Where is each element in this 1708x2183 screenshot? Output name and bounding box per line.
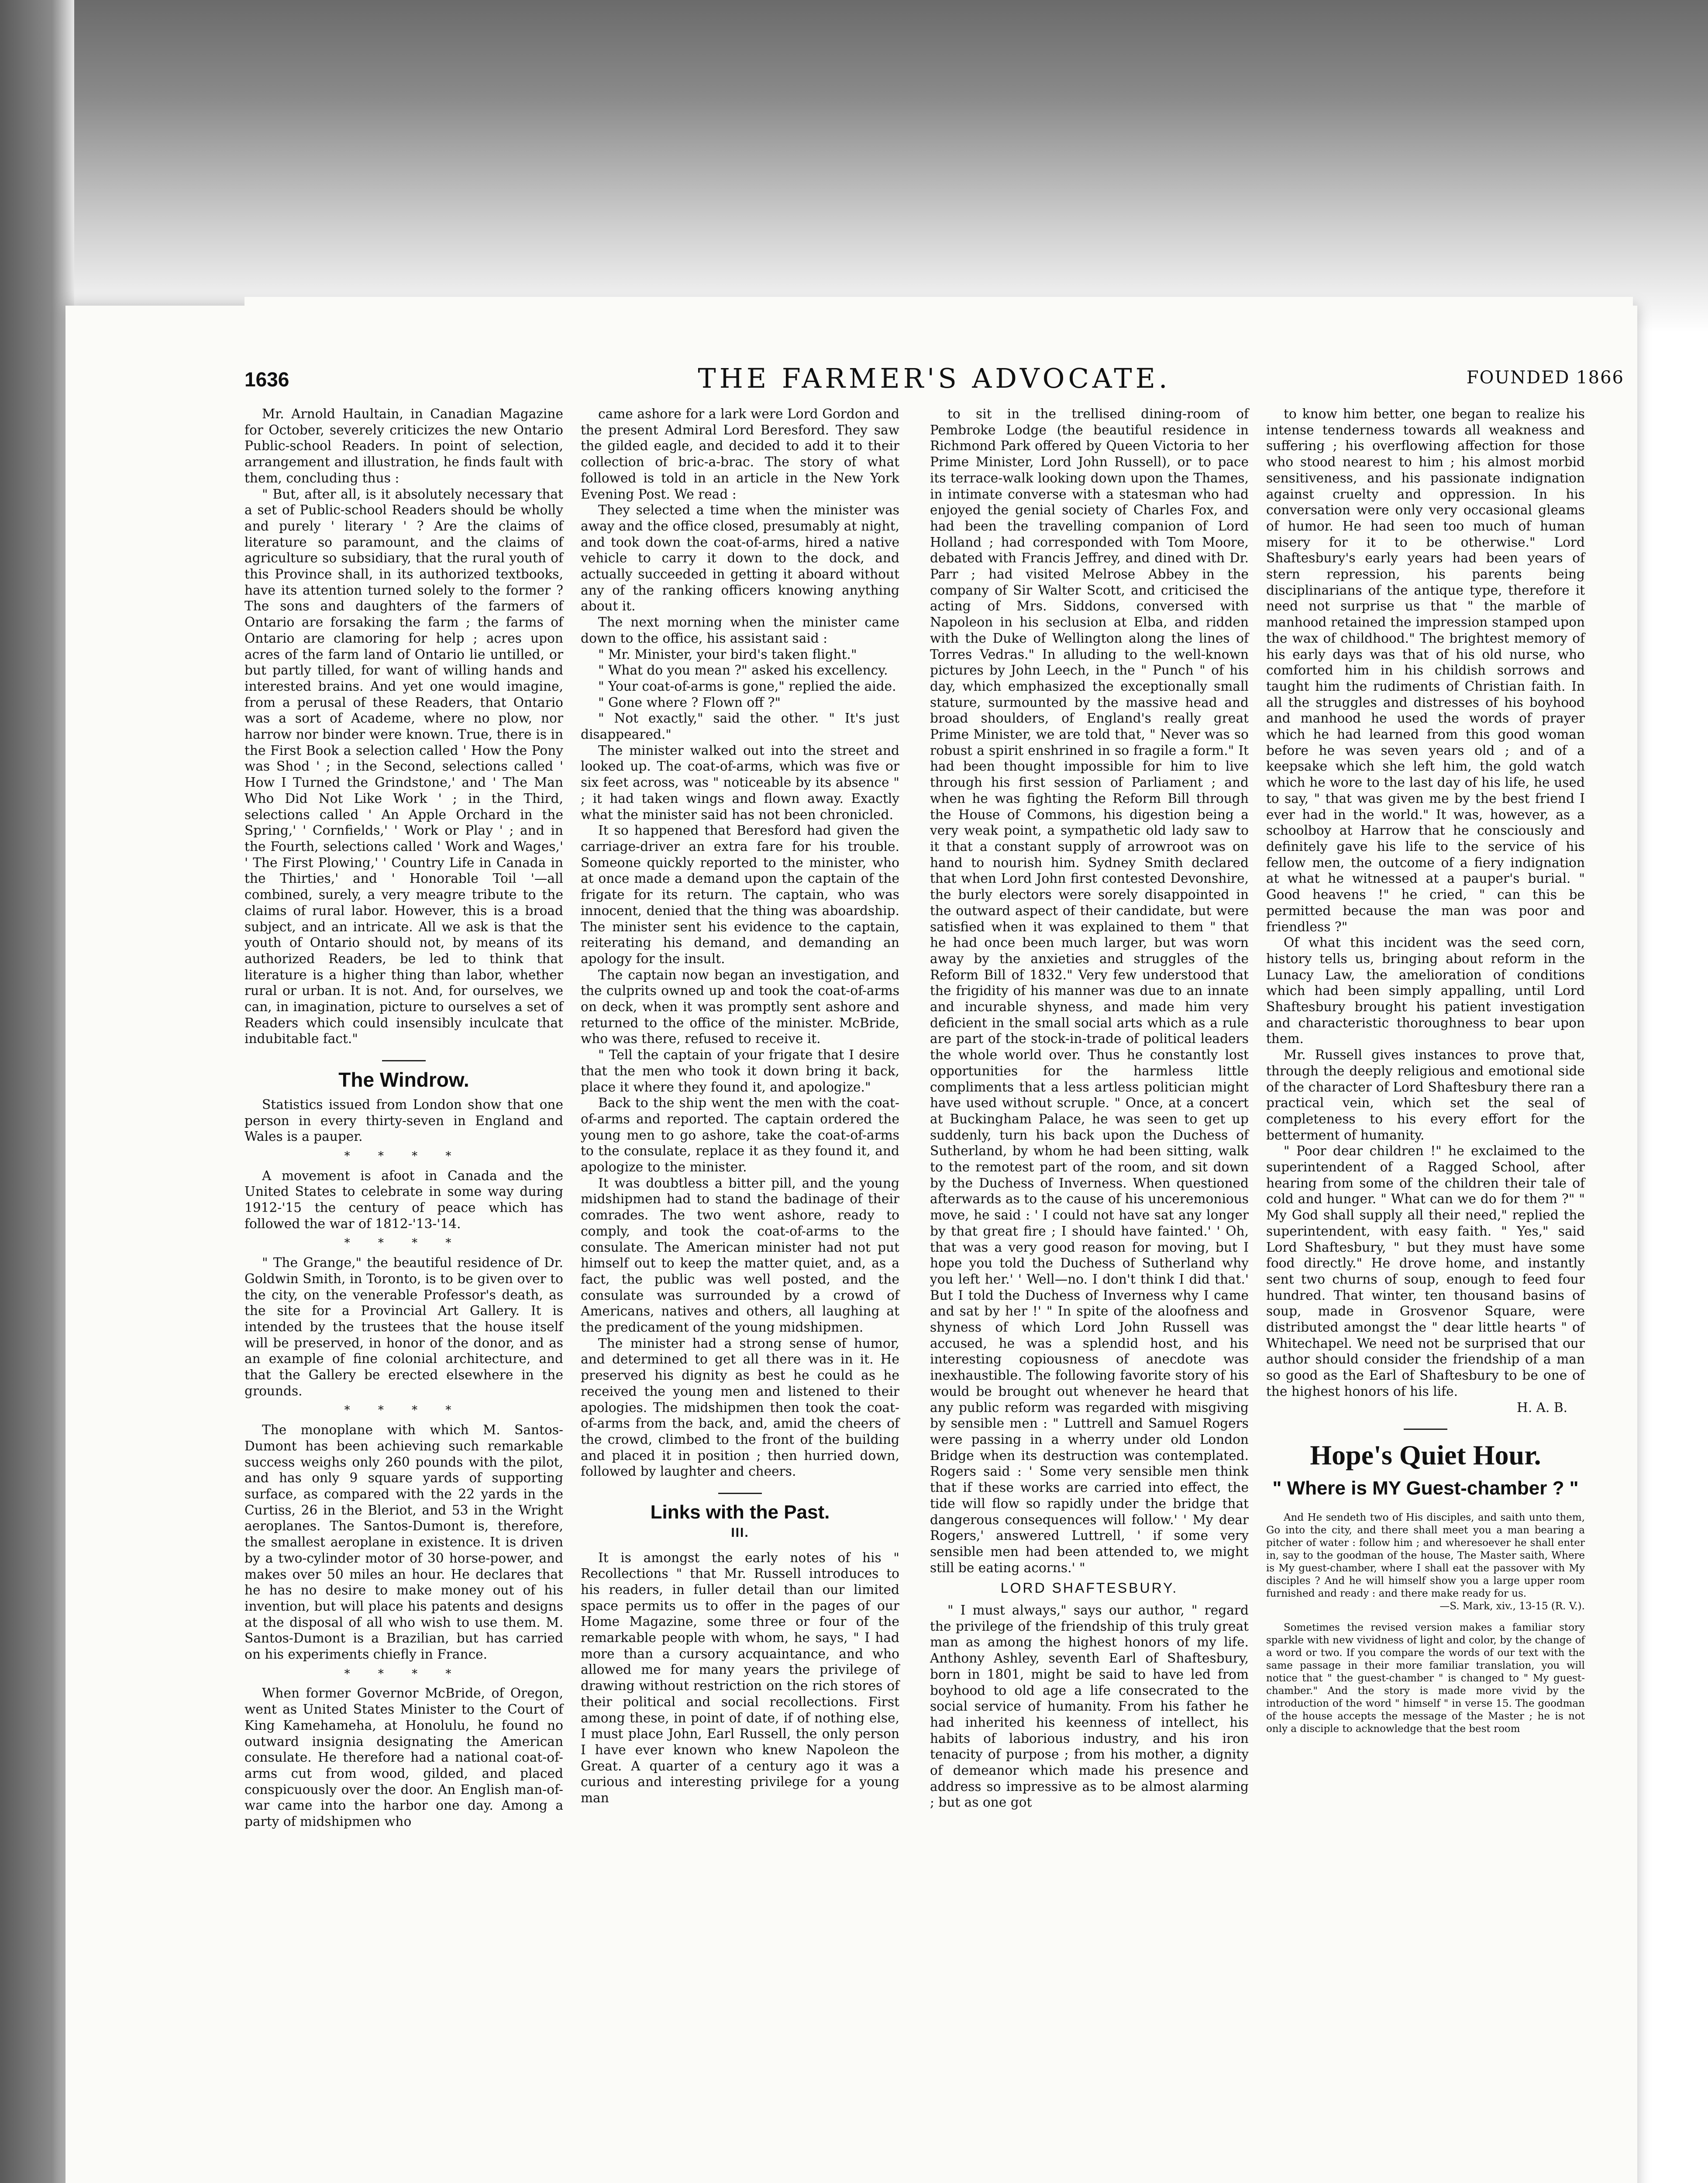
hopes-quiet-hour-heading: Hope's Quiet Hour.	[1310, 1439, 1541, 1471]
star-divider: * * * *	[344, 1149, 464, 1163]
paragraph: It was doubtless a bitter pill, and the young midshipmen had to stand the badinage of their comrades. The two went ashore, ready to comply, and took the coat-of-arms to the consulate. The American minister had not put himself out to keep the matter quiet, and, as a fact, the public was well posted, and the consulate was surrounded by a crowd of Americans, natives and others, all laughing at the predicament of the young midshipmen.	[581, 1175, 899, 1335]
paragraph: to sit in the trellised dining-room of Pembroke Lodge (the beautiful residence in Richmond Park offered by Queen Victoria to her Prime Minister, Lord John Russell), or to pace its terrace-walk looking down upon the Thames, in intimate converse with a statesman who had enjoyed the genial society of Charles Fox, and had been the travelling companion of Lord Holland ; had corresponded with Tom Moore, debated with Francis Jeffrey, and dined with Dr. Parr ; had visited Melrose Abbey in the company of Sir Walter Scott, and criticised the acting of Mrs. Siddons, conversed with Napoleon in his seclusion at Elba, and ridden with the Duke of Wellington along the lines of Torres Vedras." In alluding to the well-known pictures by John Leech, in the " Punch " of his day, which emphasized the exceptionally small stature, surmounted by the massive head and broad shoulders, of England's really great Prime Minister, we are told that, " Never was so robust a spirit enshrined in so fragile a form." It had been thought impossible for him to live through his first session of Parliament ; and when he was fighting the Reform Bill through the House of Commons, his digestion being a very weak point, a sympathetic old lady saw to it that a constant supply of arrowroot was on hand to nourish him. Sydney Smith declared that when Lord John first contested Devonshire, the burly electors were sorely disappointed in the outward aspect of their candidate, but were satisfied when it was explained to them " that he had once been much larger, but was worn away by the anxieties and struggles of the Reform Bill of 1832." Very few understood that the frigidity of his manner was due to an innate and incurable shyness, and made him very deficient in the small social arts which as a rule are part of the stock-in-trade of political leaders the whole world over. Thus he constantly lost opportunities for the harmless little compliments that a less artless politician might have used without scruple. " Once, at a concert at Buckingham Palace, he was seen to get up suddenly, turn his back upon the Duchess of Sutherland, by whom he had been sitting, walk to the remotest part of the room, and sit down by the Duchess of Inverness. When questioned afterwards as to the cause of his unceremonious move, he said : ' I could not have sat any longer by that great fire ; I should have fainted.' ' Oh, that was a very good reason for moving, but I hope you told the Duchess of Sutherland why you left her.' ' Well—no. I don't think I did that.' But I told the Duchess of Inverness why I came and sat by her !' " In spite of the aloofness and shyness of which Lord John Russell was accused, he was a splendid host, and his interesting copiousness of anecdote was inexhaustible. The following favorite story of his would be brought out whenever he heard that any public reform was regarded with misgiving by sensible men : " Luttrell and Samuel Rogers were passing in a wherry under old London Bridge when its destruction was contemplated. Rogers said : ' Some very sensible men think that if these works are carried into effect, the tide will flow so rapidly under the bridge that dangerous consequences will follow.' ' My dear Rogers,' answered Luttrell, ' if some very sensible men had been attended to, we might still be eating acorns.' "	[930, 406, 1249, 1575]
windrow-heading: The Windrow.	[338, 1068, 469, 1092]
page-number: 1636	[244, 368, 289, 391]
column-3	[930, 406, 1249, 1811]
section-rule	[718, 1493, 762, 1494]
masthead-title: THE FARMER'S ADVOCATE.	[698, 362, 1171, 394]
scripture-verse: And He sendeth two of His disciples, and saith unto them, Go into the city, and there shall meet you a man bearing a pitcher of water : follow him ; and wheresoever he shall enter in, say to the goodman of the house, The Master saith, Where is My guest-chamber, where I shall eat the passover with My disciples ? And he will himself show you a large upper room furnished and ready : and there make ready for us.	[1266, 1512, 1585, 1599]
links-heading: Links with the Past.	[650, 1501, 830, 1523]
paragraph: It so happened that Beresford had given the carriage-driver an extra fare for his trouble. Someone quickly reported to the minister, who at once made a demand upon the captain of the frigate for its return. The captain, who was innocent, denied that the thing was aboardship. The minister sent his evidence to the captain, reiterating his demand, and demanding an apology for the insult.	[581, 823, 899, 966]
paragraph: It is amongst the early notes of his " Recollections " that Mr. Russell introduces to his readers, in fuller detail than our limited space permits us to offer in the pages of our Home Magazine, some three or four of the remarkable people with whom, he says, " I had more than a cursory acquaintance, and who allowed me for many years the privilege of drawing without restriction on the rich stores of their political and social recollections. First among these, in point of date, if of nothing else, I must place John, Earl Russell, the only person I have ever known who knew Napoleon the Great. A quarter of a century ago it was a curious and interesting privilege for a young man	[581, 1550, 899, 1806]
paragraph: Mr. Arnold Haultain, in Canadian Magazine for October, severely criticizes the new Ontario Public-school Readers. In point of selection, arrangement and illustration, he finds fault with them, concluding thus :	[244, 406, 563, 485]
paragraph: When former Governor McBride, of Oregon, went as United States Minister to the Court of King Kamehameha, at Honolulu, he found no outward insignia designating the American consulate. He therefore had a national coat-of-arms cut from wood, gilded, and placed conspicuously over the door. An English man-of-war came into the harbor one day. Among a party of midshipmen who	[244, 1686, 563, 1829]
scripture-reference: —S. Mark, xiv., 13-15 (R. V.).	[1439, 1601, 1585, 1612]
column-1	[244, 406, 563, 1830]
paragraph: " Poor dear children !" he exclaimed to the superintendent of a Ragged School, after hearing from some of the children their tale of cold and hunger. " What can we do for them ?" " My God shall supply all their need," replied the superintendent, with easy faith. " Yes," said Lord Shaftesbury, " but they must have some food directly." He drove home, and instantly sent two churns of soup, enough to feed four hundred. That winter, ten thousand basins of soup, made in Grosvenor Square, were distributed amongst the " dear little hearts " of Whitechapel. We need not be surprised that our author should consider the friendship of a man so good as the Earl of Shaftesbury to be one of the highest honors of his life.	[1266, 1143, 1585, 1399]
paragraph: " But, after all, is it absolutely necessary that a set of Public-school Readers should be wholly and purely ' literary ' ? Are the claims of literature so paramount, and the claims of agriculture so subsidiary, that the rural youth of this Province shall, in its authorized textbooks, have its attention turned solely to the former ? The sons and daughters of the farmers of Ontario are forsaking the farm ; the farms of Ontario are clamoring for help ; acres upon acres of the farm land of Ontario lie untilled, or but partly tilled, for want of willing hands and interested brains. And yet one would imagine, from a perusal of these Readers, that Ontario was a sort of Academe, where no plow, nor harrow nor binder were known. True, there is in the First Book a selection called ' How the Pony was Shod ' ; in the Second, selections called ' How I Turned the Grindstone,' and ' The Man Who Did Not Like Work ' ; in the Third, selections called ' An Apple Orchard in the Spring,' ' Cornfields,' ' Work or Play ' ; and in the Fourth, selections called ' Work and Wages,' ' The First Plowing,' ' Country Life in Canada in the Thirties,' and ' Honorable Toil '—all combined, surely, a very meagre tribute to the claims of rural labor. However, this is a broad subject, and an intricate. All we ask is that the youth of Ontario should not, by means of its authorized Readers, be led to think that literature is a higher thing than labor, whether rural or urban. It is not. And, for ourselves, we can, in imagination, picture to ourselves a set of Readers which could insensibly inculcate that indubitable fact."	[244, 486, 563, 1047]
paragraph: The monoplane with which M. Santos-Dumont has been achieving such remarkable success weighs only 260 pounds with the pilot, and has only 9 square yards of supporting surface, as compared with the 22 yards in the Curtiss, 26 in the Bleriot, and 53 in the Wright aeroplanes. The Santos-Dumont is, therefore, the smallest aeroplane in existence. It is driven by a two-cylinder motor of 30 horse-power, and makes over 50 miles an hour. He declares that he has no desire to make money out of his invention, but will place his patents and designs at the disposal of all who wish to use them. M. Santos-Dumont is a Brazilian, but has carried on his experiments chiefly in France.	[244, 1422, 563, 1662]
paragraph: They selected a time when the minister was away and the office closed, presumably at night, and took down the coat-of-arms, hired a native vehicle to carry it down to the dock, and actually succeeded in getting it aboard without any of the ranking officers knowing anything about it.	[581, 503, 899, 614]
paragraph: " Mr. Minister, your bird's taken flight."	[598, 647, 857, 662]
paragraph: The captain now began an investigation, and the culprits owned up and took the coat-of-arms on deck, when it was promptly sent ashore and returned to the office of the minister. McBride, who was there, refused to receive it.	[581, 967, 899, 1047]
paragraph: " Tell the captain of your frigate that I desire that the men who took it down bring it back, place it where they found it, and apologize."	[581, 1047, 899, 1095]
paragraph: Sometimes the revised version makes a familiar story sparkle with new vividness of light and color, by the change of a word or two. If you compare the words of our text with the same passage in their more familiar translation, you will notice that " the guest-chamber " is changed to " My guest-chamber." And the story is made more vivid by the introduction of the word " himself " in verse 15. The goodman of the house accepts the message of the Master ; he is not only a disciple to acknowledge that the best room	[1266, 1622, 1585, 1735]
paragraph: " I must always," says our author, " regard the privilege of the friendship of this truly great man as among the highest honors of my life. Anthony Ashley, seventh Earl of Shaftesbury, born in 1801, might be said to have led from boyhood to old age a life consecrated to the social service of humanity. From his father he had inherited his keenness of intellect, his habits of laborious industry, and his iron tenacity of purpose ; from his mother, a dignity of demeanor which made his presence and address so impressive as to be almost alarming ; but as one got	[930, 1603, 1249, 1810]
paragraph: " Not exactly," said the other. " It's just disappeared."	[581, 711, 899, 742]
paragraph: The next morning when the minister came down to the office, his assistant said :	[581, 615, 899, 646]
paragraph: came ashore for a lark were Lord Gordon and the present Admiral Lord Beresford. They saw the gilded eagle, and decided to add it to their collection of bric-a-brac. The story of what followed is told in an article in the New York Evening Post. We read :	[581, 406, 899, 502]
paragraph: The minister walked out into the street and looked up. The coat-of-arms, which was five or six feet across, was " noticeable by its absence " ; it had taken wings and flown away. Exactly what the minister said has not been chronicled.	[581, 743, 899, 822]
page-top-edge	[244, 297, 1633, 327]
paragraph: " The Grange," the beautiful residence of Dr. Goldwin Smith, in Toronto, is to be given over to the city, on the venerable Professor's death, as the site for a Provincial Art Gallery. It is intended by the trustees that the house itself will be preserved, in honor of the donor, and as an example of fine colonial architecture, and that the Gallery be erected elsewhere in the grounds.	[244, 1255, 563, 1398]
paragraph: A movement is afoot in Canada and the United States to celebrate in some way during 1912-'15 the century of peace which has followed the war of 1812-'13-'14.	[244, 1168, 563, 1231]
column-2	[581, 406, 899, 1806]
paragraph: Statistics issued from London show that one person in every thirty-seven in England and Wales is a pauper.	[244, 1097, 563, 1144]
scan-left-edge	[0, 0, 74, 2183]
lord-shaftesbury-heading: LORD SHAFTESBURY.	[1000, 1580, 1178, 1596]
section-rule	[1404, 1429, 1447, 1430]
paragraph: to know him better, one began to realize his intense tenderness towards all weakness and suffering ; his overflowing affection for those who stood nearest to him ; his almost morbid sensitiveness, and his passionate indignation against cruelty and oppression. In his conversation were only very occasional gleams of humor. He had seen too much of human misery for it to be otherwise." Lord Shaftesbury's early years had been years of stern repression, his parents being disciplinarians of the antique type, therefore it need not surprise us that " the marble of manhood retained the impression stamped upon the wax of childhood." The brightest memory of his early days was that of his old nurse, who comforted him in his childish sorrows and taught him the rudiments of Christian faith. In all the struggles and distresses of his boyhood and manhood he used the words of prayer which he had learned from this good woman before he was seven years old ; and of a keepsake which she left him, the gold watch which he wore to the last day of his life, he used to say, " that was given me by the best friend I ever had in the world." It was, however, as a schoolboy at Harrow that he consciously and definitely gave his life to the service of his fellow men, the outcome of a fiery indignation at what he witnessed at a pauper's burial. " Good heavens !" he cried, " can this be permitted because the man was poor and friendless ?"	[1266, 406, 1585, 934]
author-signature: H. A. B.	[1517, 1400, 1567, 1415]
star-divider: * * * *	[344, 1404, 464, 1417]
paragraph: Mr. Russell gives instances to prove that, through the deeply religious and emotional side of the character of Lord Shaftesbury there ran a practical vein, which set the seal of completeness to his every effort for the betterment of humanity.	[1266, 1047, 1585, 1143]
star-divider: * * * *	[344, 1667, 464, 1680]
paragraph: " Gone where ? Flown off ?"	[598, 695, 781, 710]
page-header	[244, 362, 1624, 397]
paragraph: " Your coat-of-arms is gone," replied the aide.	[598, 678, 896, 694]
column-4	[1266, 406, 1585, 1735]
paragraph: The minister had a strong sense of humor, and determined to get all there was in it. He preserved his dignity as best he could as he received the young men and listened to their apologies. The midshipmen then took the coat-of-arms from the back, and, amid the cheers of the crowd, climbed to the front of the building and placed it in position ; then hurried down, followed by laughter and cheers.	[581, 1336, 899, 1479]
founded-label: FOUNDED 1866	[1466, 368, 1624, 388]
star-divider: * * * *	[344, 1236, 464, 1250]
paragraph: Of what this incident was the seed corn, history tells us, bringing about reform in the Lunacy Law, the amelioration of conditions which had been simply appalling, until Lord Shaftesbury brought his patient investigation and characteristic thoroughness to bear upon them.	[1266, 935, 1585, 1047]
section-rule	[382, 1060, 426, 1061]
links-subheading: III.	[731, 1525, 749, 1540]
paragraph: Back to the ship went the men with the coat-of-arms and reported. The captain ordered the young men to go ashore, take the coat-of-arms to the consulate, replace it as they found it, and apologize to the minister.	[581, 1095, 899, 1175]
paragraph: " What do you mean ?" asked his excellency.	[598, 663, 888, 678]
guest-chamber-heading: " Where is MY Guest-chamber ? "	[1272, 1477, 1579, 1499]
